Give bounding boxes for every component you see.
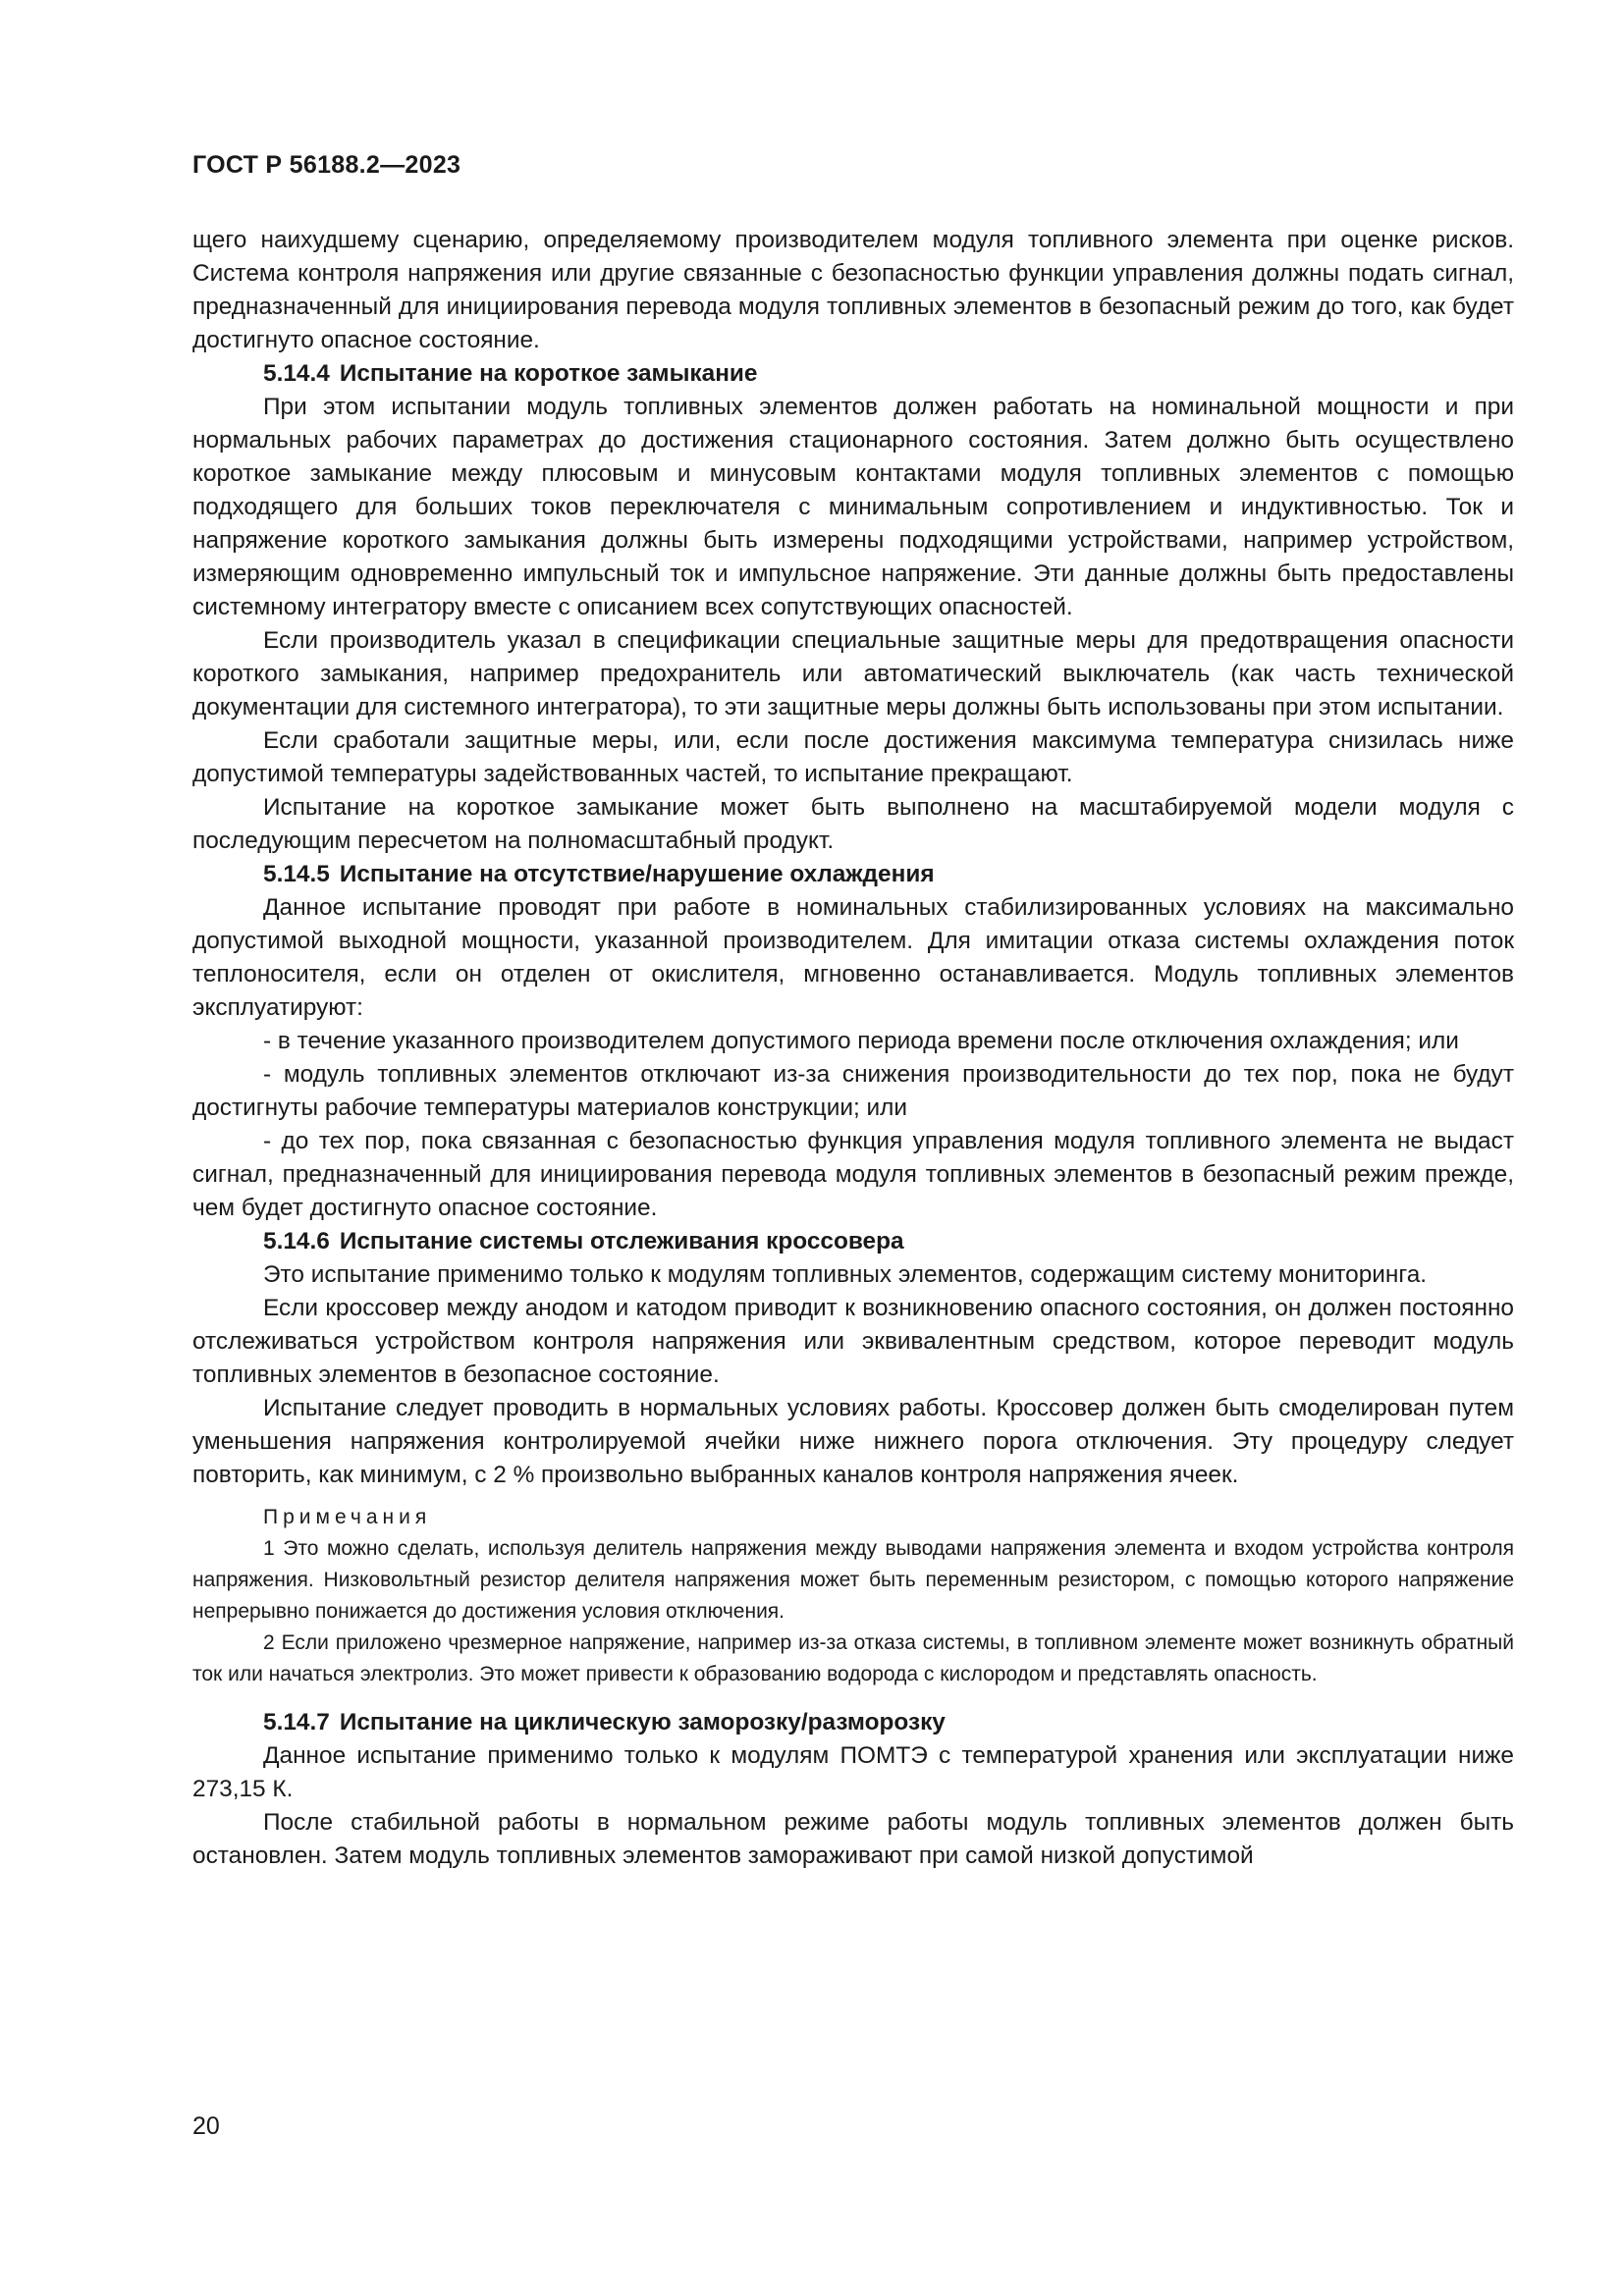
paragraph: Это испытание применимо только к модулям топливных элементов, содержащим систему мониторинга. bbox=[263, 1261, 1428, 1288]
page-number: 20 bbox=[192, 2112, 220, 2140]
section-number: 5.14.5 bbox=[263, 861, 330, 887]
section-title: Испытание на короткое замыкание bbox=[339, 360, 758, 387]
paragraph: Если сработали защитные меры, или, если после достижения максимума температура снизилась ниже допустимой температуры задействованных частей, то испытание прекращают. bbox=[192, 727, 1514, 787]
section-heading-5-14-6 bbox=[192, 1225, 1514, 1258]
section-number: 5.14.7 bbox=[263, 1709, 330, 1735]
notes-title: Примечания bbox=[263, 1506, 432, 1528]
paragraph: При этом испытании модуль топливных элементов должен работать на номинальной мощности и при нормальных рабочих параметрах до достижения стационарного состояния. Затем должно быть осуществлено короткое замыкание между плюсовым и минусовым контактами модуля топливных элементов с помощью подходящего для больших токов переключателя с минимальным сопротивлением и индуктивностью. Ток и напряжение короткого замыкания должны быть измерены подходящими устройствами, например устройством, измеряющим одновременно импульсный ток и импульсное напряжение. Эти данные должны быть предоставлены системному интегратору вместе с описанием всех сопутствующих опасностей. bbox=[192, 394, 1514, 620]
section-heading-5-14-4 bbox=[192, 357, 1514, 391]
paragraph: Испытание следует проводить в нормальных условиях работы. Кроссовер должен быть смоделирован путем уменьшения напряжения контролируемой ячейки ниже нижнего порога отключения. Эту процедуру следует повторить, как минимум, с 2 % произвольно выбранных каналов контроля напряжения ячеек. bbox=[192, 1395, 1514, 1488]
paragraph: Если производитель указал в спецификации специальные защитные меры для предотвращения опасности короткого замыкания, например предохранитель или автоматический выключатель (как часть технической документации для системного интегратора), то эти защитные меры должны быть использованы при этом испытании. bbox=[192, 627, 1514, 721]
note-item: 2 Если приложено чрезмерное напряжение, например из-за отказа системы, в топливном элементе может возникнуть обратный ток или начаться электролиз. Это может привести к образованию водорода с кислородом и представлять опасность. bbox=[192, 1631, 1514, 1685]
section-heading-5-14-5 bbox=[192, 858, 1514, 891]
paragraph: Испытание на короткое замыкание может быть выполнено на масштабируемой модели модуля с последующим пересчетом на полномасштабный продукт. bbox=[192, 794, 1514, 854]
page-body bbox=[192, 224, 1514, 1873]
note-item: 1 Это можно сделать, используя делитель напряжения между выводами напряжения элемента и входом устройства контроля напряжения. Низковольтный резистор делителя напряжения может быть переменным резистором, с помощью которого напряжение непрерывно понижается до достижения условия отключения. bbox=[192, 1537, 1514, 1623]
paragraph: После стабильной работы в нормальном режиме работы модуль топливных элементов должен быть остановлен. Затем модуль топливных элементов замораживают при самой низкой допустимой bbox=[192, 1809, 1514, 1869]
continuation-paragraph: щего наихудшему сценарию, определяемому производителем модуля топливного элемента при оценке рисков. Система контроля напряжения или другие связанные с безопасностью функции управления должны подать сигнал, предназначенный для инициирования перевода модуля топливных элементов в безопасный режим до того, как будет достигнуто опасное состояние. bbox=[192, 227, 1514, 353]
list-item: - в течение указанного производителем допустимого периода времени после отключения охлаждения; или bbox=[263, 1028, 1459, 1054]
section-heading-5-14-7 bbox=[192, 1706, 1514, 1739]
section-number: 5.14.4 bbox=[263, 360, 330, 387]
section-title: Испытание системы отслеживания кроссовера bbox=[339, 1228, 904, 1255]
section-title: Испытание на отсутствие/нарушение охлаждения bbox=[339, 861, 935, 887]
list-item: - до тех пор, пока связанная с безопасностью функция управления модуля топливного элемента не выдаст сигнал, предназначенный для инициирования перевода модуля топливных элементов в безопасный режим прежде, чем будет достигнуто опасное состояние. bbox=[192, 1128, 1514, 1221]
paragraph: Данное испытание проводят при работе в номинальных стабилизированных условиях на максимально допустимой выходной мощности, указанной производителем. Для имитации отказа системы охлаждения поток теплоносителя, если он отделен от окислителя, мгновенно останавливается. Модуль топливных элементов эксплуатируют: bbox=[192, 894, 1514, 1021]
document-code-header: ГОСТ Р 56188.2—2023 bbox=[192, 151, 461, 179]
list-item: - модуль топливных элементов отключают из-за снижения производительности до тех пор, пока не будут достигнуты рабочие температуры материалов конструкции; или bbox=[192, 1061, 1514, 1121]
paragraph: Данное испытание применимо только к модулям ПОМТЭ с температурой хранения или эксплуатации ниже 273,15 К. bbox=[192, 1742, 1514, 1802]
notes-block bbox=[192, 1502, 1514, 1690]
paragraph: Если кроссовер между анодом и катодом приводит к возникновению опасного состояния, он должен постоянно отслеживаться устройством контроля напряжения или эквивалентным средством, которое переводит модуль топливных элементов в безопасное состояние. bbox=[192, 1295, 1514, 1388]
section-number: 5.14.6 bbox=[263, 1228, 330, 1255]
section-title: Испытание на циклическую заморозку/разморозку bbox=[339, 1709, 946, 1735]
